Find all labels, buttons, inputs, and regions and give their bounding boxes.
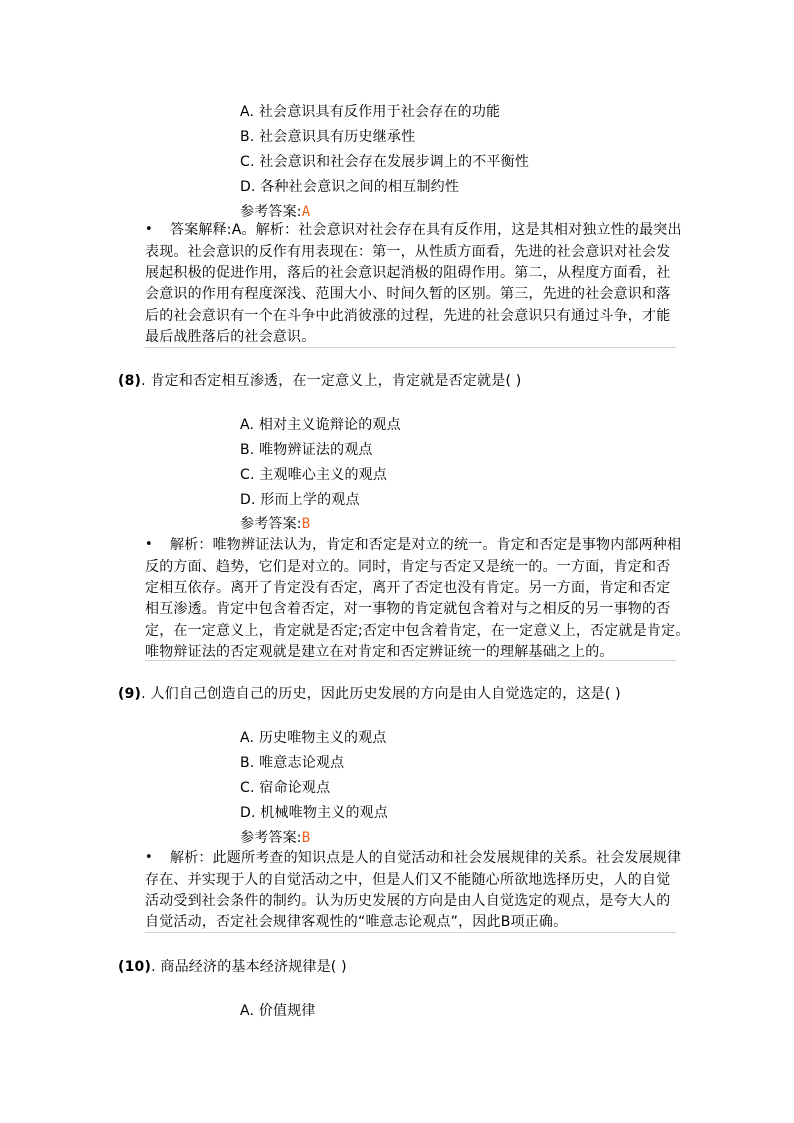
- answer-label: 参考答案:: [240, 516, 302, 532]
- option-b: B. 社会意识具有历史继承性: [240, 129, 416, 145]
- question-stem: . 人们自己创造自己的历史，因此历史发展的方向是由人自觉选定的，这是( ): [141, 686, 621, 702]
- explanation-line: 会意识的作用有程度深浅、范围大小、时间久暂的区别。第三，先进的社会意识和落: [145, 286, 671, 302]
- question-text: [118, 372, 521, 390]
- explanation-line: 展起积极的促进作用，落后的社会意识起消极的阻碍作用。第二，从程度方面看，社: [145, 265, 671, 281]
- divider: [145, 347, 676, 348]
- answer-value: B: [301, 516, 311, 532]
- option-a: A. 社会意识具有反作用于社会存在的功能: [240, 104, 501, 120]
- explanation-line: 定相互依存。离开了肯定没有否定，离开了否定也没有肯定。另一方面，肯定和否定: [145, 580, 671, 596]
- question-number: (8): [118, 373, 142, 389]
- explanation-line: 相互渗透。肯定中包含着否定，对一事物的肯定就包含着对与之相反的另一事物的否: [145, 601, 671, 617]
- explanation-line: 表现。社会意识的反作有用表现在：第一，从性质方面看，先进的社会意识对社会发: [145, 244, 671, 260]
- question-text: [118, 685, 621, 703]
- option-c: C. 宿命论观点: [240, 780, 331, 796]
- explanation-line: 唯物辩证法的否定观就是建立在对肯定和否定辨证统一的理解基础之上的。: [145, 644, 614, 660]
- option-a: A. 历史唯物主义的观点: [240, 730, 387, 746]
- question-number: (10): [118, 959, 152, 975]
- option-d: D. 形而上学的观点: [240, 492, 360, 508]
- divider: [145, 932, 676, 933]
- reference-answer: [240, 515, 310, 533]
- bullet: •: [145, 537, 153, 552]
- divider: [145, 660, 676, 661]
- bullet: •: [145, 222, 153, 237]
- explanation-line: 后的社会意识有一个在斗争中此消彼涨的过程，先进的社会意识只有通过斗争，才能: [145, 308, 671, 324]
- question-stem: . 商品经济的基本经济规律是( ): [151, 959, 347, 975]
- explanation-line: 解析：唯物辨证法认为，肯定和否定是对立的统一。肯定和否定是事物内部两种相: [170, 537, 682, 553]
- explanation-line: 解析：此题所考查的知识点是人的自觉活动和社会发展规律的关系。社会发展规律: [170, 850, 682, 866]
- answer-label: 参考答案:: [240, 830, 302, 846]
- answer-label: 参考答案:: [240, 204, 302, 220]
- bullet: •: [145, 850, 153, 865]
- option-a: A. 价值规律: [240, 1003, 316, 1019]
- question-number: (9): [118, 686, 142, 702]
- explanation-line: 存在、并实现于人的自觉活动之中，但是人们又不能随心所欲地选择历史，人的自觉: [145, 872, 671, 888]
- option-d: D. 机械唯物主义的观点: [240, 805, 389, 821]
- option-b: B. 唯意志论观点: [240, 755, 345, 771]
- reference-answer: [240, 829, 310, 847]
- question-stem: . 肯定和否定相互渗透，在一定意义上，肯定就是否定就是( ): [141, 373, 522, 389]
- option-b: B. 唯物辨证法的观点: [240, 442, 373, 458]
- explanation-line: 答案解释:A。解析：社会意识对社会存在具有反作用，这是其相对独立性的最突出: [170, 222, 682, 238]
- explanation-line: 自觉活动，否定社会规律客观性的“唯意志论观点”，因此B项正确。: [145, 914, 568, 930]
- explanation-line: 最后战胜落后的社会意识。: [145, 329, 316, 345]
- option-a: A. 相对主义诡辩论的观点: [240, 417, 401, 433]
- reference-answer: [240, 203, 310, 221]
- option-d: D. 各种社会意识之间的相互制约性: [240, 179, 460, 195]
- explanation-line: 反的方面、趋势，它们是对立的。同时，肯定与否定又是统一的。一方面，肯定和否: [145, 559, 671, 575]
- question-text: [118, 958, 347, 976]
- answer-value: B: [301, 830, 311, 846]
- option-c: C. 主观唯心主义的观点: [240, 467, 388, 483]
- explanation-line: 活动受到社会条件的制约。认为历史发展的方向是由人自觉选定的观点，是夸大人的: [145, 893, 671, 909]
- explanation-line: 定，在一定意义上，肯定就是否定;否定中包含着肯定，在一定意义上，否定就是肯定。: [145, 623, 690, 639]
- answer-value: A: [301, 204, 311, 220]
- option-c: C. 社会意识和社会存在发展步调上的不平衡性: [240, 154, 530, 170]
